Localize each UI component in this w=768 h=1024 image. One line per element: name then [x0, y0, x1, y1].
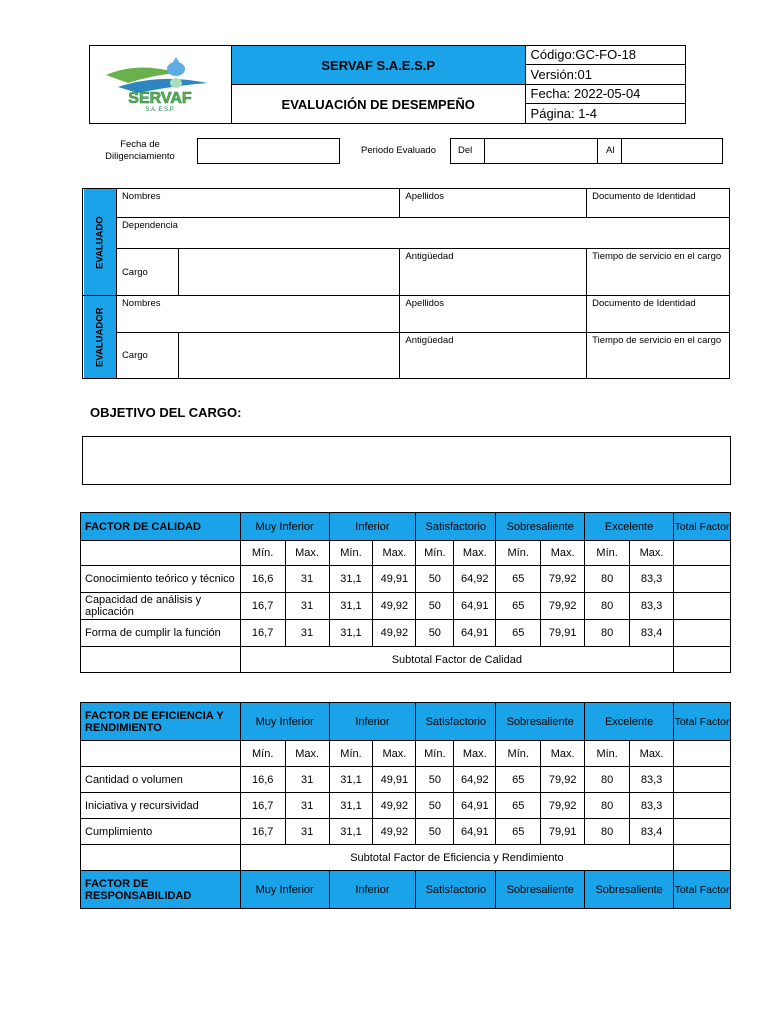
score-cell: 80	[585, 566, 630, 593]
max-header: Max.	[630, 541, 674, 566]
max-header: Max.	[541, 541, 585, 566]
min-header: Mín.	[240, 741, 285, 767]
min-header: Mín.	[329, 741, 373, 767]
max-header: Max.	[454, 741, 496, 767]
score-cell: 83,4	[630, 620, 674, 647]
score-cell: 50	[416, 593, 454, 620]
min-header: Mín.	[585, 741, 630, 767]
score-cell: 31	[285, 819, 329, 845]
minmax-row	[81, 741, 731, 767]
score-cell: 80	[585, 767, 630, 793]
min-header: Mín.	[416, 541, 454, 566]
min-header: Mín.	[496, 741, 541, 767]
score-cell: 50	[416, 819, 454, 845]
criterion-name: Conocimiento teórico y técnico	[81, 566, 241, 593]
al-label: Al	[606, 145, 615, 156]
table-row	[81, 566, 731, 593]
score-cell: 31	[285, 620, 329, 647]
score-cell: 64,91	[454, 793, 496, 819]
evaluador-section-label: EVALUADOR	[83, 296, 117, 379]
evaluado-dependencia[interactable]: Dependencia	[116, 218, 729, 249]
score-cell: 65	[496, 819, 541, 845]
max-header: Max.	[630, 741, 674, 767]
criterion-name: Cantidad o volumen	[81, 767, 241, 793]
evaluado-documento[interactable]: Documento de Identidad	[587, 189, 730, 218]
score-cell: 79,92	[541, 566, 585, 593]
level-header: Sobresaliente	[496, 513, 585, 541]
periodo-label: Periodo Evaluado	[361, 145, 436, 156]
min-header: Mín.	[496, 541, 541, 566]
persons-table	[82, 188, 730, 379]
score-cell: 31,1	[329, 793, 373, 819]
score-cell: 16,7	[240, 819, 285, 845]
level-header: Inferior	[329, 513, 416, 541]
svg-text:S.A. E.S.P.: S.A. E.S.P.	[145, 107, 176, 113]
eficiencia-title: FACTOR DE EFICIENCIA Y RENDIMIENTO	[81, 703, 241, 741]
score-cell: 50	[416, 620, 454, 647]
total-blank	[674, 741, 731, 767]
score-cell: 64,91	[454, 819, 496, 845]
score-cell: 65	[496, 793, 541, 819]
score-cell: 49,92	[373, 819, 416, 845]
score-cell: 49,91	[373, 566, 416, 593]
doc-date: Fecha: 2022-05-04	[526, 85, 685, 104]
score-cell: 79,92	[541, 767, 585, 793]
calidad-table	[80, 512, 731, 673]
doc-code: Código:GC-FO-18	[526, 46, 685, 65]
score-cell: 31	[285, 593, 329, 620]
total-factor-input[interactable]	[674, 566, 731, 593]
score-cell: 50	[416, 793, 454, 819]
responsabilidad-title: FACTOR DE RESPONSABILIDAD	[81, 871, 241, 909]
level-header: Sobresaliente	[496, 703, 585, 741]
score-cell: 49,92	[373, 793, 416, 819]
score-cell: 83,3	[630, 767, 674, 793]
total-factor-input[interactable]	[674, 620, 731, 647]
level-header: Excelente	[585, 513, 674, 541]
score-cell: 16,7	[240, 620, 285, 647]
score-cell: 80	[585, 819, 630, 845]
evaluador-antiguedad[interactable]: Antigüedad	[400, 333, 587, 379]
score-cell: 65	[496, 767, 541, 793]
eficiencia-table	[80, 702, 731, 909]
evaluado-antiguedad[interactable]: Antigüedad	[400, 249, 587, 296]
total-factor-input[interactable]	[674, 819, 731, 845]
total-factor-input[interactable]	[674, 793, 731, 819]
calidad-title: FACTOR DE CALIDAD	[81, 513, 241, 541]
score-cell: 31,1	[329, 767, 373, 793]
score-cell: 83,3	[630, 566, 674, 593]
score-cell: 80	[585, 793, 630, 819]
evaluado-nombres[interactable]: Nombres	[116, 189, 399, 218]
score-cell: 65	[496, 620, 541, 647]
table-row	[81, 767, 731, 793]
score-cell: 49,92	[373, 593, 416, 620]
score-cell: 64,91	[454, 620, 496, 647]
level-header: Inferior	[329, 703, 416, 741]
score-cell: 65	[496, 566, 541, 593]
evaluador-documento[interactable]: Documento de Identidad	[587, 296, 730, 333]
evaluado-section-label: EVALUADO	[83, 189, 117, 296]
total-factor-input[interactable]	[674, 767, 731, 793]
score-cell: 16,6	[240, 566, 285, 593]
level-header: Muy Inferior	[240, 513, 329, 541]
score-cell: 50	[416, 767, 454, 793]
fecha-input[interactable]	[197, 138, 340, 164]
criterion-name: Capacidad de análisis y aplicación	[81, 593, 241, 620]
del-label: Del	[458, 145, 473, 156]
al-input[interactable]	[622, 139, 722, 163]
svg-text:SERVAF: SERVAF	[128, 90, 193, 107]
score-cell: 64,91	[454, 593, 496, 620]
evaluador-cargo-input[interactable]	[178, 333, 400, 379]
score-cell: 79,92	[541, 793, 585, 819]
evaluado-apellidos[interactable]: Apellidos	[400, 189, 587, 218]
score-cell: 31,1	[329, 819, 373, 845]
table-row	[81, 593, 731, 620]
min-header: Mín.	[329, 541, 373, 566]
evaluado-cargo-input[interactable]	[178, 249, 400, 296]
max-header: Max.	[373, 741, 416, 767]
level-header: Excelente	[585, 703, 674, 741]
level-header: Satisfactorio	[416, 871, 496, 909]
servaf-logo-icon	[98, 53, 222, 113]
table-row	[81, 793, 731, 819]
score-cell: 49,91	[373, 767, 416, 793]
total-factor-input[interactable]	[674, 593, 731, 620]
level-header: Sobresaliente	[496, 871, 585, 909]
score-cell: 79,91	[541, 620, 585, 647]
total-factor-header: Total Factor	[674, 513, 731, 541]
score-cell: 79,91	[541, 819, 585, 845]
score-cell: 64,92	[454, 566, 496, 593]
total-factor-header: Total Factor	[674, 871, 731, 909]
min-header: Mín.	[585, 541, 630, 566]
score-cell: 31,1	[329, 566, 373, 593]
score-cell: 79,92	[541, 593, 585, 620]
max-header: Max.	[285, 541, 329, 566]
score-cell: 16,7	[240, 793, 285, 819]
score-cell: 64,92	[454, 767, 496, 793]
doc-title: EVALUACIÓN DE DESEMPEÑO	[231, 85, 525, 124]
evaluador-cargo-label: Cargo	[116, 333, 178, 379]
table-row	[81, 620, 731, 647]
score-cell: 31	[285, 793, 329, 819]
score-cell: 83,4	[630, 819, 674, 845]
score-cell: 31,1	[329, 593, 373, 620]
score-cell: 31	[285, 566, 329, 593]
max-header: Max.	[373, 541, 416, 566]
minmax-row	[81, 541, 731, 566]
max-header: Max.	[285, 741, 329, 767]
subtotal-label: Subtotal Factor de Eficiencia y Rendimiento	[240, 845, 673, 871]
periodo-box	[450, 138, 723, 164]
company-name: SERVAF S.A.E.S.P	[231, 46, 525, 85]
level-header: Sobresaliente	[585, 871, 674, 909]
score-cell: 16,6	[240, 767, 285, 793]
level-header: Muy Inferior	[240, 871, 329, 909]
objetivo-label: OBJETIVO DEL CARGO:	[90, 405, 242, 420]
min-header: Mín.	[240, 541, 285, 566]
score-cell: 65	[496, 593, 541, 620]
document-header	[89, 45, 686, 124]
min-header: Mín.	[416, 741, 454, 767]
criterion-name: Iniciativa y recursividad	[81, 793, 241, 819]
score-cell: 50	[416, 566, 454, 593]
del-input[interactable]	[485, 139, 597, 163]
level-header: Muy Inferior	[240, 703, 329, 741]
score-cell: 31,1	[329, 620, 373, 647]
evaluado-cargo-label: Cargo	[116, 249, 178, 296]
company-logo	[90, 46, 232, 124]
doc-version: Versión:01	[530, 67, 592, 82]
criterion-name: Forma de cumplir la función	[81, 620, 241, 647]
max-header: Max.	[541, 741, 585, 767]
total-blank	[674, 541, 731, 566]
evaluado-tiempo[interactable]: Tiempo de servicio en el cargo	[587, 249, 730, 296]
subtotal-label: Subtotal Factor de Calidad	[240, 647, 673, 673]
score-cell: 49,92	[373, 620, 416, 647]
score-cell: 16,7	[240, 593, 285, 620]
score-cell: 80	[585, 593, 630, 620]
score-cell: 83,3	[630, 793, 674, 819]
level-header: Satisfactorio	[416, 513, 496, 541]
max-header: Max.	[454, 541, 496, 566]
table-row	[81, 819, 731, 845]
doc-page: Página: 1-4	[530, 106, 598, 121]
objetivo-input[interactable]	[82, 436, 731, 485]
fecha-label: Fecha de Diligenciamiento	[105, 139, 175, 162]
score-cell: 31	[285, 767, 329, 793]
score-cell: 80	[585, 620, 630, 647]
score-cell: 83,3	[630, 593, 674, 620]
total-factor-header: Total Factor	[674, 703, 731, 741]
evaluador-apellidos[interactable]: Apellidos	[400, 296, 587, 333]
evaluador-tiempo[interactable]: Tiempo de servicio en el cargo	[587, 333, 730, 379]
level-header: Satisfactorio	[416, 703, 496, 741]
evaluador-nombres[interactable]: Nombres	[116, 296, 399, 333]
criterion-name: Cumplimiento	[81, 819, 241, 845]
subtotal-input[interactable]	[674, 845, 731, 871]
level-header: Inferior	[329, 871, 416, 909]
subtotal-input[interactable]	[674, 647, 731, 673]
